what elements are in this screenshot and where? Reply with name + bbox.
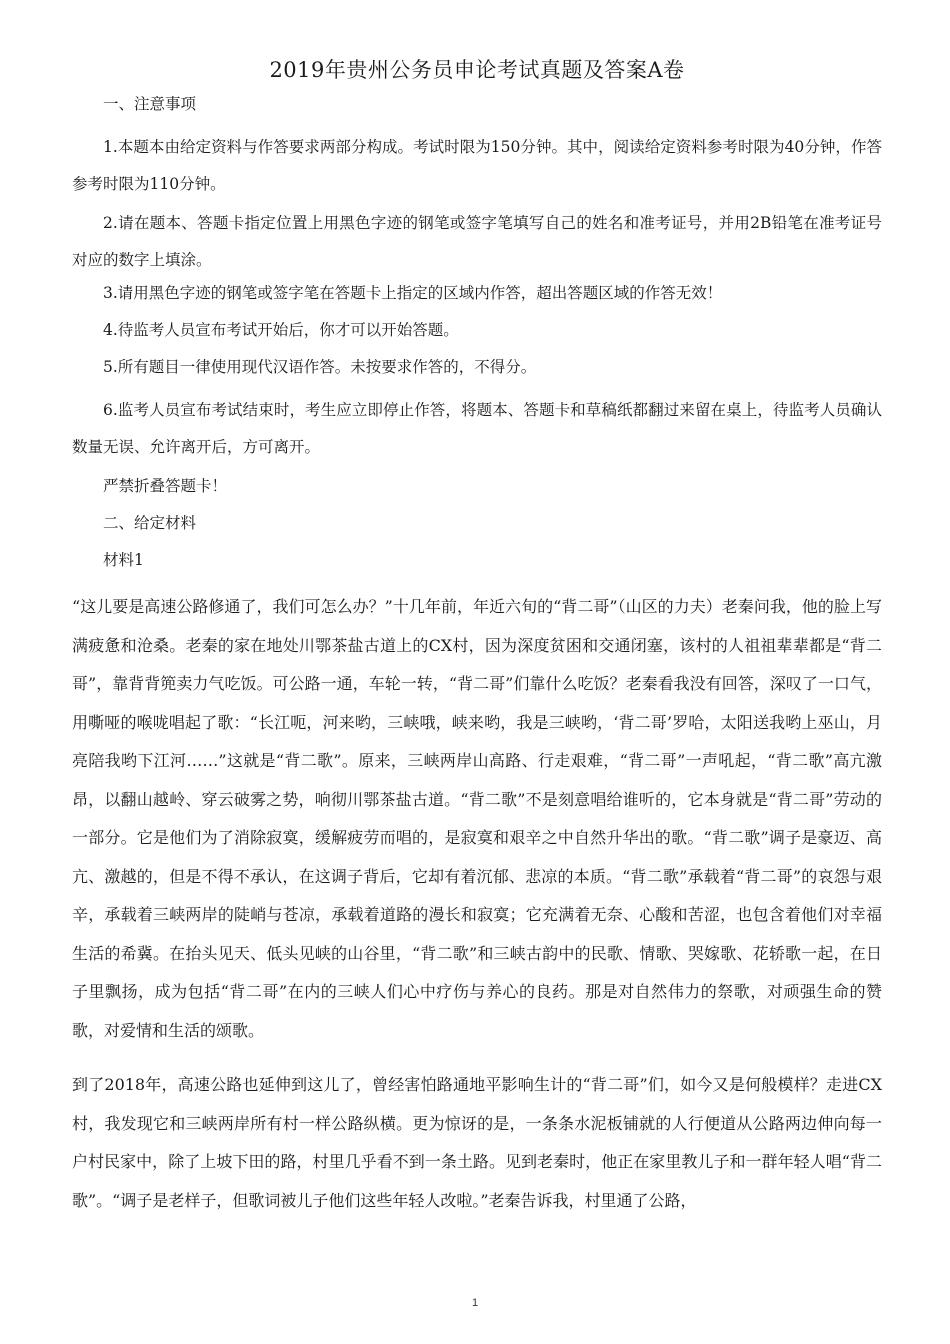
- warning-text: 严禁折叠答题卡！: [103, 477, 228, 495]
- section-heading-materials: 二、给定材料: [103, 514, 197, 532]
- instruction-6: 6.监考人员宣布考试结束时，考生应立即停止作答，将题本、答题卡和草稿纸都翻过来留在桌上，待监考人员确认数量无误、允许离开后，方可离开。: [72, 401, 882, 456]
- material-paragraph-1: “这儿要是高速公路修通了，我们可怎么办？”十几年前，年近六旬的“背二哥”（山区的力夫）老秦问我，他的脸上写满疲惫和沧桑。老秦的家在地处川鄂茶盐古道上的CX村，因为深度贫困和交通闭塞，该村的人祖祖辈辈都是“背二哥”，靠背背篼卖力气吃饭。可公路一通，车轮一转，“背二哥”们靠什么吃饭？老秦看我没有回答，深叹了一口气，用嘶哑的喉咙唱起了歌：“长江呃，河来哟，三峡哦，峡来哟，我是三峡哟，‘背二哥’罗哈，太阳送我哟上巫山，月亮陪我哟下江河……”这就是“背二歌”。原来，三峡两岸山高路、行走艰难，“背二哥”一声吼起，“背二歌”高亢激昂，以翻山越岭、穿云破雾之势，响彻川鄂茶盐古道。“背二歌”不是刻意唱给谁听的，它本身就是“背二哥”劳动的一部分。它是他们为了消除寂寞，缓解疲劳而唱的，是寂寞和艰辛之中自然升华出的歌。“背二歌”调子是豪迈、高亢、激越的，但是不得不承认，在这调子背后，它却有着沉郁、悲凉的本质。“背二歌”承载着“背二哥”的哀怨与艰辛，承载着三峡两岸的陡峭与苍凉，承载着道路的漫长和寂寞；它充满着无奈、心酸和苦涩，也包含着他们对幸福生活的希冀。在抬头见天、低头见峡的山谷里，“背二歌”和三峡古韵中的民歌、情歌、哭嫁歌、花轿歌一起，在日子里飘扬，成为包括“背二哥”在内的三峡人们心中疗伤与养心的良药。那是对自然伟力的祭歌，对顽强生命的赞歌，对爱情和生活的颂歌。: [72, 597, 882, 1040]
- instruction-3: 3.请用黑色字迹的钢笔或签字笔在答题卡上指定的区域内作答，超出答题区域的作答无效！: [103, 284, 723, 302]
- section-heading-notes: 一、注意事项: [103, 95, 197, 113]
- instruction-1: 1.本题本由给定资料与作答要求两部分构成。考试时限为150分钟。其中，阅读给定资料参考时限为40分钟，作答参考时限为110分钟。: [72, 138, 882, 193]
- instruction-5: 5.所有题目一律使用现代汉语作答。未按要求作答的，不得分。: [103, 358, 537, 376]
- page-number: 1: [471, 1297, 479, 1309]
- material-paragraph-2: 到了2018年，高速公路也延伸到这儿了，曾经害怕路通地平影响生计的“背二哥”们，如今又是何般模样？走进CX村，我发现它和三峡两岸所有村一样公路纵横。更为惊讶的是，一条条水泥板铺就的人行便道从公路两边伸向每一户村民家中，除了上坡下田的路，村里几乎看不到一条土路。见到老秦时，他正在家里教儿子和一群年轻人唱“背二歌”。“调子是老样子，但歌词被儿子他们这些年轻人改啦。”老秦告诉我，村里通了公路，: [72, 1075, 882, 1210]
- instruction-4: 4.待监考人员宣布考试开始后，你才可以开始答题。: [103, 321, 459, 339]
- document-page: [72, 52, 882, 1236]
- document-title: 2019年贵州公务员申论考试真题及答案A卷: [269, 58, 685, 82]
- instruction-2: 2.请在题本、答题卡指定位置上用黑色字迹的钢笔或签字笔填写自己的姓名和准考证号，并用2B铅笔在准考证号对应的数字上填涂。: [72, 214, 882, 269]
- material-label: 材料1: [103, 551, 144, 569]
